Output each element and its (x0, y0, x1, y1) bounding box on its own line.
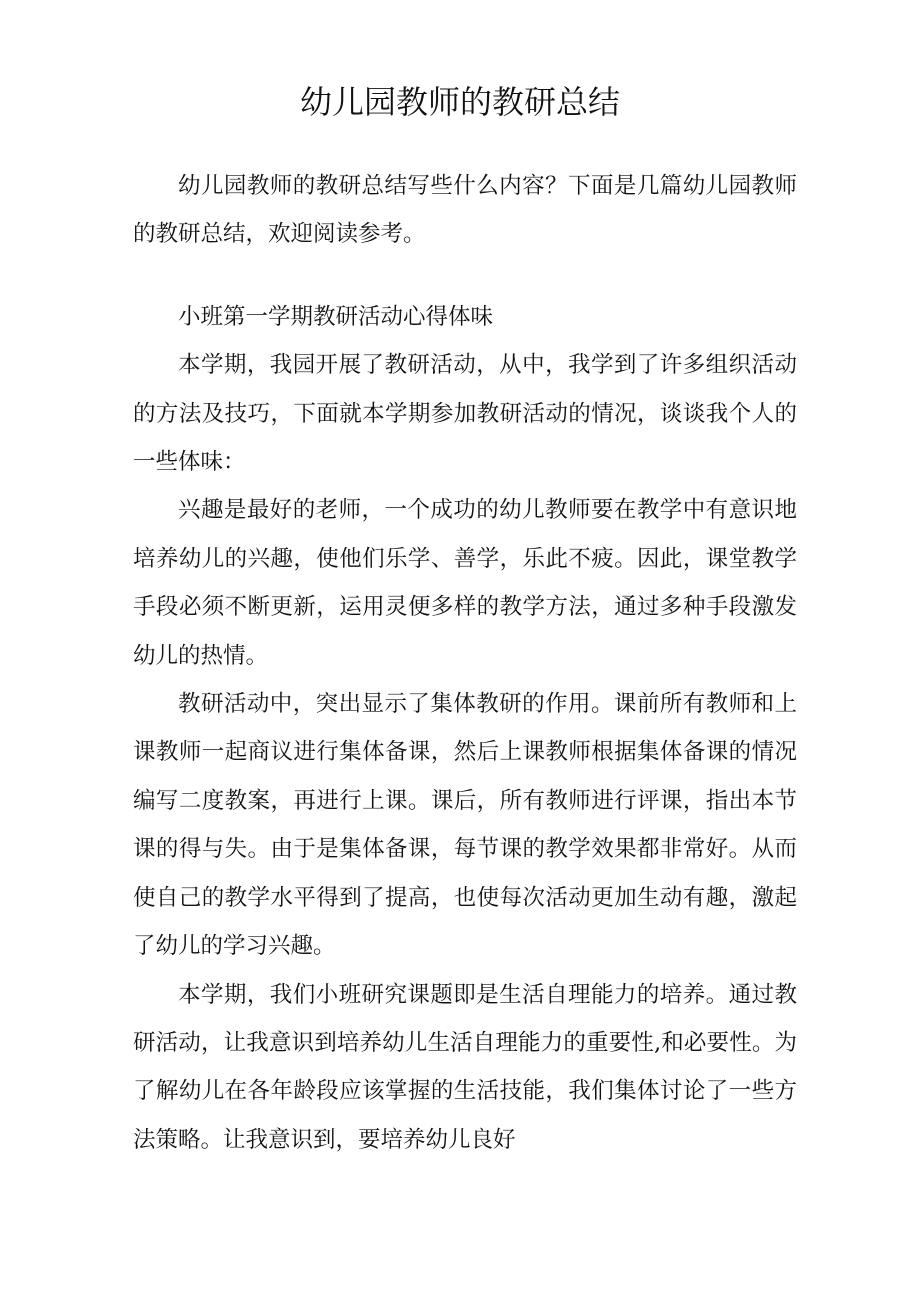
section-heading: 小班第一学期教研活动心得体味 (178, 303, 494, 330)
body-paragraph: 本学期，我们小班研究课题即是生活自理能力的培养。通过教研活动，让我意识到培养幼儿生活自理能力的重要性,和必要性。为了解幼儿在各年龄段应该掌握的生活技能，我们集体讨论了一些方法策略。让我意识到，要培养幼儿良好 (133, 981, 797, 1153)
body-paragraph: 教研活动中，突出显示了集体教研的作用。课前所有教师和上课教师一起商议进行集体备课，然后上课教师根据集体备课的情况编写二度教案，再进行上课。课后，所有教师进行评课，指出本节课的得与失。由于是集体备课，每节课的教学效果都非常好。从而使自己的教学水平得到了提高，也使每次活动更加生动有趣，激起了幼儿的学习兴趣。 (133, 691, 797, 960)
document-title: 幼儿园教师的教研总结 (299, 83, 620, 121)
body-paragraph: 兴趣是最好的老师，一个成功的幼儿教师要在教学中有意识地培养幼儿的兴趣，使他们乐学、善学，乐此不疲。因此，课堂教学手段必须不断更新，运用灵便多样的教学方法，通过多种手段激发幼儿的热情。 (133, 497, 797, 669)
intro-paragraph: 幼儿园教师的教研总结写些什么内容？下面是几篇幼儿园教师的教研总结，欢迎阅读参考。 (133, 173, 797, 248)
body-paragraph: 本学期，我园开展了教研活动，从中，我学到了许多组织活动的方法及技巧，下面就本学期参加教研活动的情况，谈谈我个人的一些体味： (133, 352, 797, 476)
document-body (133, 162, 797, 1164)
